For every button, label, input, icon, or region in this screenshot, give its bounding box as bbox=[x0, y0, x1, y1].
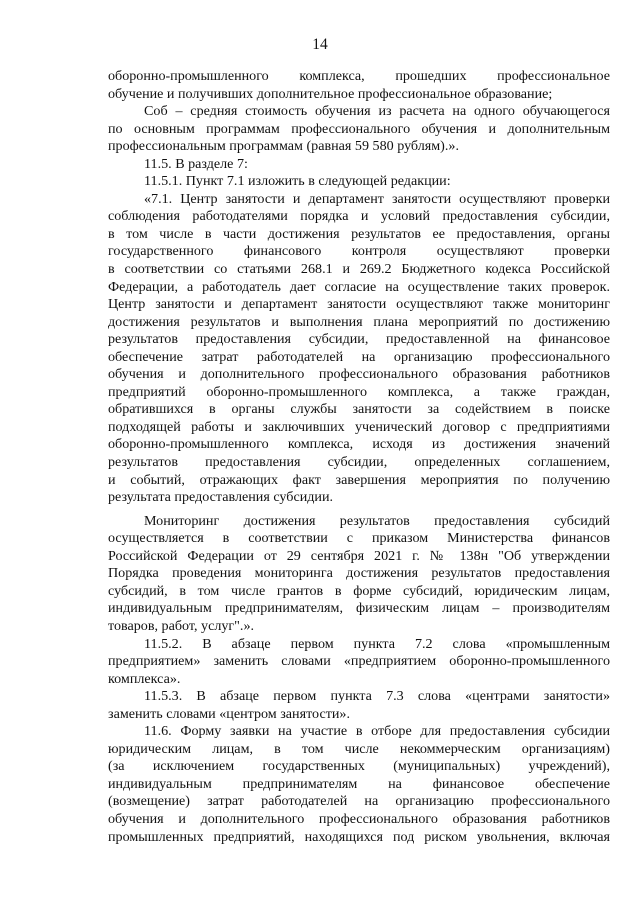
text-line: комплекса». bbox=[108, 670, 181, 687]
text-line: оборонно-промышленного комплекса, исходя из достижения значений bbox=[108, 436, 610, 453]
text-line: и событий, отражающих факт завершения мероприятия по получению bbox=[108, 471, 610, 488]
text-line: обучения и дополнительного профессионального образования работников bbox=[108, 810, 610, 827]
text-line: 11.5.3. В абзаце первом пункта 7.3 слова «центрами занятости» bbox=[144, 688, 610, 705]
text-line: 11.5. В разделе 7: bbox=[144, 155, 248, 172]
page-number: 14 bbox=[312, 36, 328, 53]
text-line: юридическим лицам, в том числе некоммерческим организациям) bbox=[108, 740, 610, 757]
text-line: (возмещение) затрат работодателей на организацию профессионального bbox=[108, 793, 610, 810]
text-line: предприятием» заменить словами «предприятием оборонно-промышленного bbox=[108, 653, 610, 670]
text-line: Федерации, а работодатель дает согласие на осуществление таких проверок. bbox=[108, 278, 610, 295]
document-body bbox=[108, 68, 610, 846]
text-line: Порядка проведения мониторинга достижения результатов предоставления bbox=[108, 565, 610, 582]
text-line: в том числе в части достижения результатов ее предоставления, органы bbox=[108, 225, 610, 242]
text-line: подходящей работы и заключивших ученический договор с предприятиями bbox=[108, 418, 610, 435]
text-line: товаров, работ, услуг".». bbox=[108, 617, 255, 634]
text-line: 11.5.1. Пункт 7.1 изложить в следующей редакции: bbox=[144, 173, 451, 190]
text-line: 11.6. Форму заявки на участие в отборе для предоставления субсидии bbox=[144, 723, 610, 740]
text-line: профессиональным программам (равная 59 580 рублям).». bbox=[108, 138, 459, 155]
text-line: индивидуальным предпринимателям, физическим лицам – производителям bbox=[108, 600, 610, 617]
text-line: индивидуальным предпринимателям на финансовое обеспечение bbox=[108, 775, 610, 792]
text-line: Российской Федерации от 29 сентября 2021 г. № 138н "Об утверждении bbox=[108, 547, 610, 564]
text-line: соблюдения работодателями порядка и условий предоставления субсидии, bbox=[108, 208, 610, 225]
text-line: Соб – средняя стоимость обучения из расчета на одного обучающегося bbox=[144, 103, 610, 120]
text-line: осуществляется в соответствии с приказом Министерства финансов bbox=[108, 530, 610, 547]
text-line: субсидий, в том числе грантов в форме субсидий, юридическим лицам, bbox=[108, 582, 610, 599]
text-line: Центр занятости и департамент занятости осуществляют также мониторинг bbox=[108, 296, 610, 313]
text-line: обратившихся в органы службы занятости за содействием в поиске bbox=[108, 401, 610, 418]
text-line: результатов предоставления субсидии, предоставленной на финансовое bbox=[108, 331, 610, 348]
text-line: государственного финансового контроля осуществляют проверки bbox=[108, 243, 610, 260]
text-line: 11.5.2. В абзаце первом пункта 7.2 слова «промышленным bbox=[144, 635, 610, 652]
text-line: результатов предоставления субсидии, определенных соглашением, bbox=[108, 454, 610, 471]
text-line: обучения и дополнительного профессионального образования работников bbox=[108, 366, 610, 383]
text-line: достижения результатов и выполнения плана мероприятий по достижению bbox=[108, 313, 610, 330]
text-line: в соответствии со статьями 268.1 и 269.2 Бюджетного кодекса Российской bbox=[108, 261, 610, 278]
text-line: промышленных предприятий, находящихся под риском увольнения, включая bbox=[108, 828, 610, 845]
text-line: по основным программам профессионального обучения и дополнительным bbox=[108, 120, 610, 137]
text-line: оборонно-промышленного комплекса, прошедших профессиональное bbox=[108, 68, 610, 84]
text-line: обеспечение затрат работодателей на организацию профессионального bbox=[108, 348, 610, 365]
text-line: результата предоставления субсидии. bbox=[108, 489, 334, 506]
text-line: обучение и получивших дополнительное профессиональное образование; bbox=[108, 85, 553, 102]
text-line: Мониторинг достижения результатов предоставления субсидий bbox=[144, 512, 610, 529]
text-line: (за исключением государственных (муниципальных) учреждений), bbox=[108, 758, 610, 775]
text-line: предприятий оборонно-промышленного комплекса, а также граждан, bbox=[108, 383, 610, 400]
text-line: «7.1. Центр занятости и департамент занятости осуществляют проверки bbox=[144, 190, 610, 207]
text-line: заменить словами «центром занятости». bbox=[108, 705, 350, 722]
